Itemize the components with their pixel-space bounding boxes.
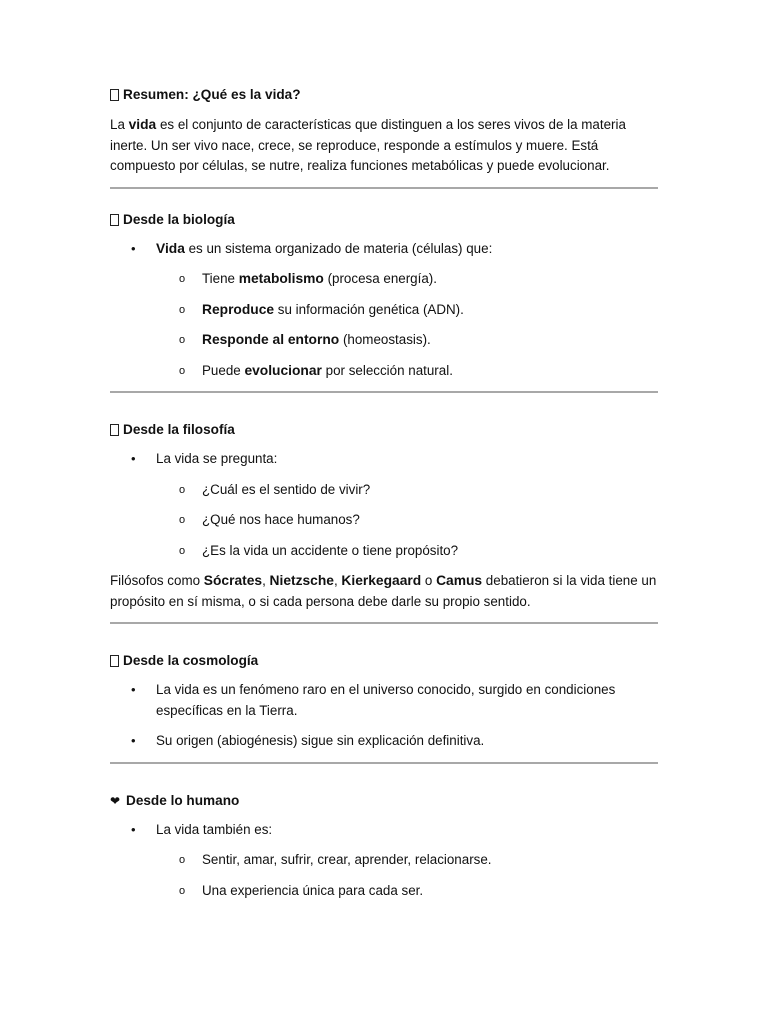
list-item: • Su origen (abiogénesis) sigue sin explicación definitiva. bbox=[110, 731, 658, 752]
circle-bullet-icon: o bbox=[179, 514, 186, 526]
missing-glyph-icon bbox=[110, 89, 119, 101]
circle-bullet-icon: o bbox=[179, 483, 186, 496]
paragraph-filosofos: Filósofos como Sócrates, Nietzsche, Kierkegaard o Camus debatieron si la vida tiene un propósito en sí misma, o si cada persona debe darle su propio sentido. bbox=[110, 573, 657, 609]
sublist-item: o Puede evolucionar por selección natural. bbox=[110, 361, 658, 382]
bullet-icon: • bbox=[131, 821, 136, 837]
bullet-icon: • bbox=[131, 451, 136, 466]
section-divider bbox=[110, 762, 658, 764]
heading-cosmologia: Desde la cosmología bbox=[110, 650, 658, 672]
sublist-item: o Una experiencia única para cada ser. bbox=[110, 881, 658, 902]
list-item: • Vida es un sistema organizado de materia (células) que: bbox=[110, 239, 658, 260]
bullet-icon: • bbox=[131, 240, 136, 256]
circle-bullet-icon: o bbox=[179, 364, 186, 377]
sublist-item: o ¿Cuál es el sentido de vivir? bbox=[110, 480, 658, 501]
circle-bullet-icon: o bbox=[179, 303, 186, 316]
sublist-item: o Reproduce su información genética (ADN). bbox=[110, 300, 658, 321]
list-cosmologia bbox=[110, 680, 658, 752]
circle-bullet-icon: o bbox=[179, 544, 186, 557]
section-divider bbox=[110, 187, 658, 189]
list-filosofia bbox=[110, 449, 658, 470]
paragraph-resumen: La vida es el conjunto de características que distinguen a los seres vivos de la materia inerte. Un ser vivo nace, crece, se reproduce, responde a estímulos y muere. Está compuesto por células, se nutre, realiza funciones metabólicas y puede evolucionar. bbox=[110, 117, 626, 173]
missing-glyph-icon bbox=[110, 424, 119, 436]
bullet-icon: • bbox=[131, 733, 136, 748]
heart-icon: ❤ bbox=[110, 793, 121, 808]
section-divider bbox=[110, 622, 658, 624]
missing-glyph-icon bbox=[110, 214, 119, 226]
circle-bullet-icon: o bbox=[179, 273, 186, 285]
sublist-item: o ¿Es la vida un accidente o tiene propósito? bbox=[110, 541, 658, 562]
sublist-item: o Sentir, amar, sufrir, crear, aprender, relacionarse. bbox=[110, 850, 658, 871]
sublist-item: o Tiene metabolismo (procesa energía). bbox=[110, 269, 658, 290]
circle-bullet-icon: o bbox=[179, 884, 186, 897]
circle-bullet-icon: o bbox=[179, 334, 186, 346]
list-humano bbox=[110, 820, 658, 841]
circle-bullet-icon: o bbox=[179, 854, 186, 866]
sublist-item: o ¿Qué nos hace humanos? bbox=[110, 510, 658, 531]
sublist-biologia bbox=[110, 269, 658, 381]
section-divider bbox=[110, 391, 658, 393]
list-item: • La vida se pregunta: bbox=[110, 449, 658, 470]
heading-resumen: Resumen: ¿Qué es la vida? bbox=[110, 84, 658, 106]
heading-filosofia: Desde la filosofía bbox=[110, 419, 658, 441]
sublist-item: o Responde al entorno (homeostasis). bbox=[110, 330, 658, 351]
heading-humano: ❤ Desde lo humano bbox=[110, 790, 658, 812]
bullet-icon: • bbox=[131, 682, 136, 697]
list-item: • La vida es un fenómeno raro en el universo conocido, surgido en condiciones específicas en la Tierra. bbox=[131, 682, 616, 718]
sublist-filosofia bbox=[110, 480, 658, 562]
document-page bbox=[110, 84, 658, 901]
list-biologia bbox=[110, 239, 658, 260]
list-item: • La vida también es: bbox=[110, 820, 658, 841]
missing-glyph-icon bbox=[110, 655, 119, 667]
heading-biologia: Desde la biología bbox=[110, 209, 658, 231]
sublist-humano bbox=[110, 850, 658, 901]
